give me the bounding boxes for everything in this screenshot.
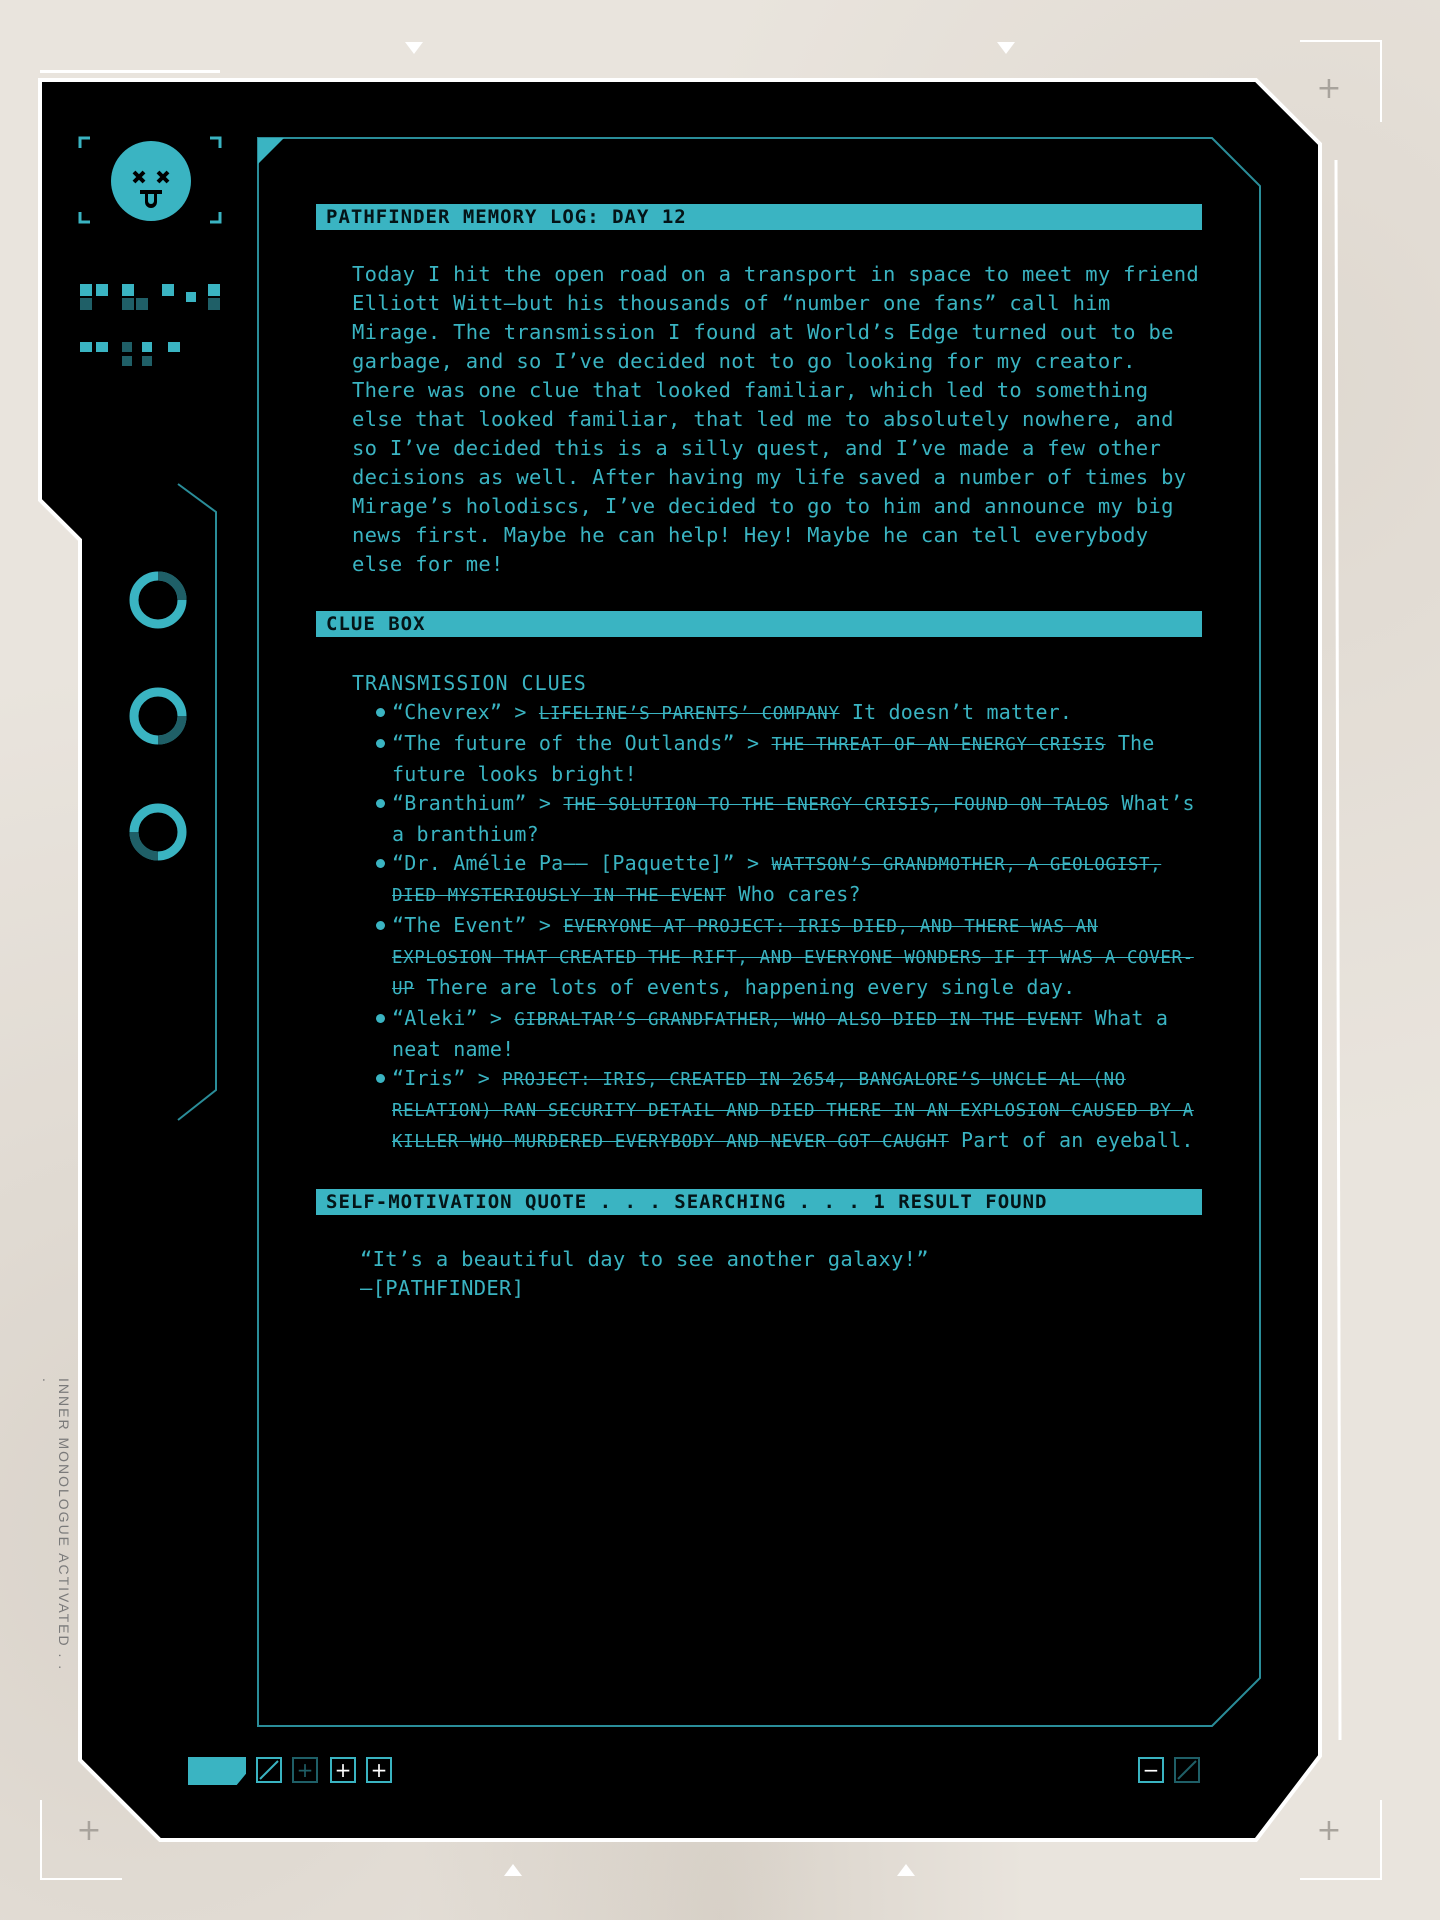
clue-struck: THE SOLUTION TO THE ENERGY CRISIS, FOUND ON TALOS — [563, 795, 1110, 815]
clue-struck: EVERYONE AT PROJECT: IRIS DIED, AND THERE WAS AN EXPLOSION THAT CREATED THE RIFT, AND EVERYONE WONDERS IF IT WAS A COVER-UP — [392, 917, 1194, 999]
transmission-clues-title: TRANSMISSION CLUES — [352, 671, 587, 695]
clue-struck: GIBRALTAR’S GRANDFATHER, WHO ALSO DIED IN THE EVENT — [514, 1010, 1083, 1030]
clue-note: Who cares? — [738, 882, 861, 906]
clue-struck: WATTSON’S GRANDMOTHER, A GEOLOGIST, DIED MYSTERIOUSLY IN THE EVENT — [392, 855, 1162, 906]
plus-icon[interactable]: + — [292, 1757, 318, 1783]
clue-struck: LIFELINE’S PARENTS’ COMPANY — [538, 704, 840, 724]
clue-note: What a neat name! — [392, 1006, 1169, 1061]
ring-icon — [128, 570, 188, 630]
list-item: “The future of the Outlands” > THE THREAT OF AN ENERGY CRISIS The future looks bright! — [376, 729, 1206, 789]
clue-term: “The future of the Outlands” — [392, 731, 735, 755]
plus-icon[interactable]: + — [330, 1757, 356, 1783]
log-content — [316, 204, 1202, 1303]
clue-note: It doesn’t matter. — [851, 700, 1073, 724]
dizzy-face-icon — [110, 140, 192, 222]
plus-mark-icon: + — [1316, 71, 1342, 106]
clue-list — [376, 698, 1206, 1157]
quote-heading: SELF-MOTIVATION QUOTE . . . SEARCHING . . . 1 RESULT FOUND — [316, 1189, 1202, 1215]
clue-term: “Dr. Amélie Pa—— [Paquette]” — [392, 851, 735, 875]
plus-icon[interactable]: + — [366, 1757, 392, 1783]
quote-block — [360, 1245, 1202, 1303]
quote-attribution: —[PATHFINDER] — [360, 1276, 525, 1300]
list-item: “Branthium” > THE SOLUTION TO THE ENERGY CRISIS, FOUND ON TALOS What’s a branthium? — [376, 789, 1206, 849]
memory-log-body: Today I hit the open road on a transport in space to meet my friend Elliott Witt—but his thousands of “number one fans” call him Mirage. The transmission I found at World’s Edge turned out to be garbage, and so I’ve decided not to go looking for my creator. There was one clue that looked familiar, which led to something else that looked familiar, that led me to absolutely nowhere, and so I’ve decided this is a silly quest, and I’ve made a few other decisions as well. After having my life saved a number of times by Mirage’s holodiscs, I’ve decided to go to him and announce my big news first. Maybe he can help! Hey! Maybe he can tell everybody else for me! — [352, 262, 1200, 576]
clue-struck: PROJECT: IRIS, CREATED IN 2654, BANGALORE’S UNCLE AL (NO RELATION) RAN SECURITY DETAIL AND DIED THERE IN AN EXPLOSION CAUSED BY A KILLER WHO MURDERED EVERYBODY AND NEVER GOT CAUGHT — [392, 1070, 1194, 1152]
clue-box-heading: CLUE BOX — [316, 611, 1202, 637]
clue-note: Part of an eyeball. — [961, 1128, 1194, 1152]
clue-term: “Chevrex” — [392, 700, 503, 724]
list-item: “The Event” > EVERYONE AT PROJECT: IRIS DIED, AND THERE WAS AN EXPLOSION THAT CREATED THE RIFT, AND EVERYONE WONDERS IF IT WAS A COVER-UP There are lots of events, happening every single day. — [376, 911, 1206, 1004]
quote-text: “It’s a beautiful day to see another galaxy!” — [360, 1247, 929, 1271]
plus-mark-icon: + — [1316, 1813, 1342, 1848]
slash-icon[interactable] — [256, 1757, 282, 1783]
vertical-caption: INNER MONOLOGUE ACTIVATED . . . — [40, 1378, 72, 1672]
clue-term: “The Event” — [392, 913, 527, 937]
clue-note: The future looks bright! — [392, 731, 1155, 786]
plus-mark-icon: + — [76, 1813, 102, 1848]
ring-icon — [128, 802, 188, 862]
clue-note: What’s a branthium? — [392, 791, 1195, 846]
list-item: “Iris” > PROJECT: IRIS, CREATED IN 2654, BANGALORE’S UNCLE AL (NO RELATION) RAN SECURITY DETAIL AND DIED THERE IN AN EXPLOSION CAUSED BY A KILLER WHO MURDERED EVERYBODY AND NEVER GOT CAUGHT Part of an eyeball. — [376, 1064, 1206, 1157]
list-item: “Aleki” > GIBRALTAR’S GRANDFATHER, WHO ALSO DIED IN THE EVENT What a neat name! — [376, 1004, 1206, 1064]
slash-icon[interactable] — [1174, 1757, 1200, 1783]
clue-term: “Iris” — [392, 1066, 466, 1090]
clue-note: There are lots of events, happening every single day. — [426, 975, 1076, 999]
ring-icon — [128, 686, 188, 746]
clue-struck: THE THREAT OF AN ENERGY CRISIS — [771, 735, 1106, 755]
minus-icon[interactable]: − — [1138, 1757, 1164, 1783]
list-item: “Dr. Amélie Pa—— [Paquette]” > WATTSON’S GRANDMOTHER, A GEOLOGIST, DIED MYSTERIOUSLY IN THE EVENT Who cares? — [376, 849, 1206, 911]
progress-tab — [188, 1757, 246, 1785]
list-item: “Chevrex” > LIFELINE’S PARENTS’ COMPANY It doesn’t matter. — [376, 698, 1206, 729]
memory-log-heading: PATHFINDER MEMORY LOG: DAY 12 — [316, 204, 1202, 230]
clue-term: “Aleki” — [392, 1006, 478, 1030]
clue-term: “Branthium” — [392, 791, 527, 815]
